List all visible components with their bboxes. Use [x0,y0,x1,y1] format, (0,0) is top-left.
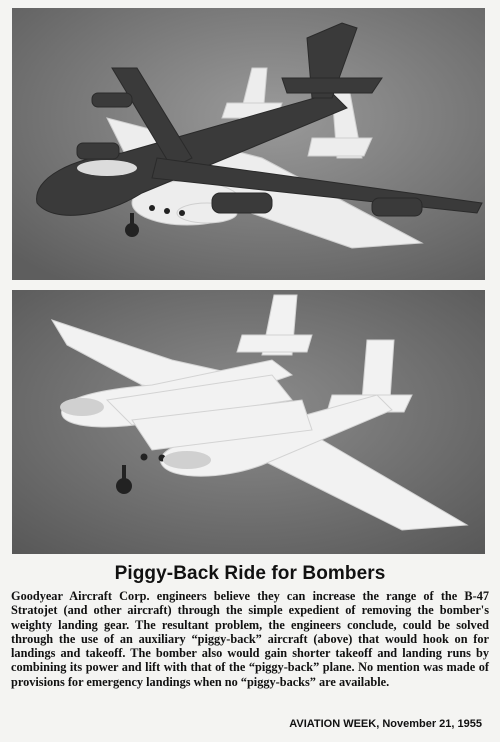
photo-bomber-with-piggyback [12,8,485,280]
source-footer: AVIATION WEEK, November 21, 1955 [289,718,482,730]
headline: Piggy-Back Ride for Bombers [114,563,386,584]
photo-piggyback-aircraft [12,290,485,554]
article-body: Goodyear Aircraft Corp. engineers believe they can increase the range of the B-47 Stratojet (and other aircraft) through the simple expedient of removing the bomber's weighty landing gear. The resultant problem, the engineers conclude, could be solved through the use of an auxiliary “piggy-back” aircraft (above) that would hook on for landings and takeoff. The bomber also would gain shorter takeoff and landing runs by combining its power and lift with that of the “piggy-back” plane. No mention was made of provisions for emergency landings when no “piggy-backs” are available. [11,589,489,689]
photo-bomber-with-piggyback-image [12,8,485,280]
photo-piggyback-aircraft-image [12,290,485,554]
